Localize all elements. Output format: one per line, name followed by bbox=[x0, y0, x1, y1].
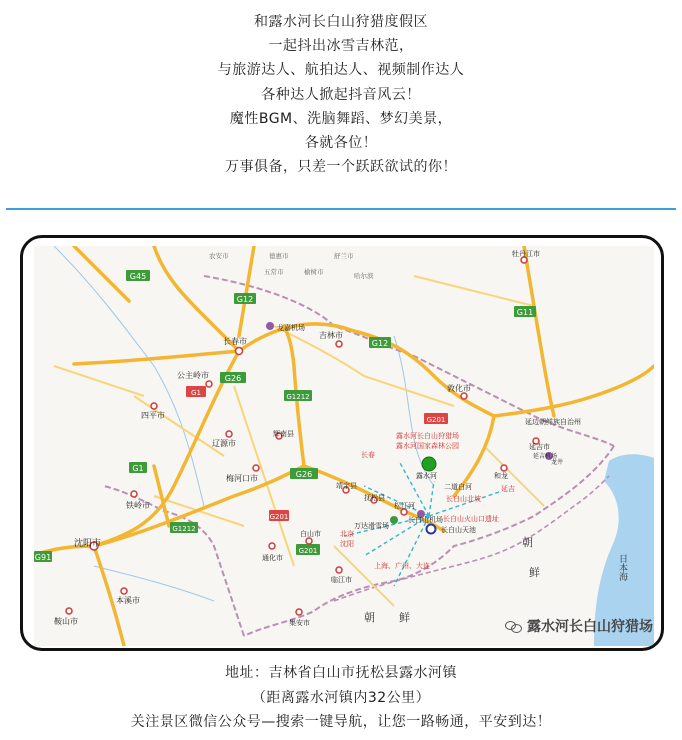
svg-text:G1212: G1212 bbox=[286, 393, 310, 401]
svg-text:万达滑雪场: 万达滑雪场 bbox=[354, 522, 389, 530]
svg-text:延边朝鲜族自治州: 延边朝鲜族自治州 bbox=[525, 418, 581, 426]
svg-text:G12: G12 bbox=[236, 295, 254, 304]
svg-text:白山市: 白山市 bbox=[300, 530, 321, 538]
svg-text:延吉机场: 延吉机场 bbox=[533, 453, 558, 460]
svg-text:舒兰市: 舒兰市 bbox=[334, 252, 354, 260]
svg-text:鲜: 鲜 bbox=[529, 566, 540, 579]
svg-text:G12: G12 bbox=[371, 339, 389, 348]
svg-text:牡丹江市: 牡丹江市 bbox=[512, 250, 540, 258]
svg-text:辽源市: 辽源市 bbox=[212, 439, 236, 448]
wechat-icon bbox=[505, 619, 523, 633]
section-divider bbox=[6, 208, 676, 210]
svg-text:集安市: 集安市 bbox=[289, 619, 310, 627]
svg-text:鲜: 鲜 bbox=[399, 611, 410, 624]
svg-text:朝: 朝 bbox=[522, 536, 533, 549]
svg-text:长白山天池: 长白山天池 bbox=[441, 526, 476, 534]
svg-text:长白山北坡: 长白山北坡 bbox=[446, 495, 481, 503]
intro-line: 各种达人掀起抖音风云！ bbox=[261, 86, 421, 103]
intro-line: 与旅游达人、航拍达人、视频制作达人 bbox=[217, 62, 465, 79]
svg-text:北京: 北京 bbox=[340, 530, 354, 538]
svg-text:松江河: 松江河 bbox=[394, 502, 415, 510]
svg-text:朝: 朝 bbox=[364, 611, 375, 624]
svg-text:哈尔滨: 哈尔滨 bbox=[354, 272, 374, 280]
svg-text:沈阳: 沈阳 bbox=[340, 540, 354, 548]
svg-text:G26: G26 bbox=[224, 374, 242, 383]
svg-text:四平市: 四平市 bbox=[141, 411, 165, 420]
watermark-text: 露水河长白山狩猎场 bbox=[527, 619, 653, 635]
svg-text:露水河国家森林公园: 露水河国家森林公园 bbox=[396, 442, 459, 450]
svg-text:鞍山市: 鞍山市 bbox=[54, 617, 78, 626]
svg-text:露水河: 露水河 bbox=[416, 472, 437, 480]
footer-line: 地址：吉林省白山市抚松县露水河镇 bbox=[225, 665, 457, 681]
svg-text:公主岭市: 公主岭市 bbox=[177, 371, 209, 380]
intro-line: 各就各位！ bbox=[304, 135, 378, 152]
svg-text:G1: G1 bbox=[191, 389, 201, 397]
svg-text:延吉: 延吉 bbox=[501, 485, 515, 493]
svg-text:G1: G1 bbox=[132, 464, 144, 473]
svg-text:G1212: G1212 bbox=[172, 525, 196, 533]
svg-text:上海、广州、大连: 上海、广州、大连 bbox=[374, 562, 430, 570]
svg-text:和龙: 和龙 bbox=[494, 472, 508, 480]
svg-text:G26: G26 bbox=[295, 470, 313, 479]
svg-text:辉南县: 辉南县 bbox=[273, 430, 294, 438]
svg-text:榆树市: 榆树市 bbox=[304, 268, 324, 276]
svg-text:梅河口市: 梅河口市 bbox=[226, 474, 258, 483]
intro-line: 魔性BGM、洗脑舞蹈、梦幻美景， bbox=[229, 110, 453, 127]
svg-text:长白山机场: 长白山机场 bbox=[408, 516, 443, 524]
svg-text:G11: G11 bbox=[516, 308, 534, 317]
footer-line: 关注景区微信公众号—搜索一键导航，让您一路畅通，平安到达！ bbox=[130, 714, 552, 730]
svg-text:临江市: 临江市 bbox=[331, 576, 352, 584]
intro-line: 万事俱备，只差一个跃跃欲试的你！ bbox=[225, 159, 457, 176]
svg-text:长春市: 长春市 bbox=[223, 337, 247, 346]
svg-text:龙嘉机场: 龙嘉机场 bbox=[277, 324, 305, 332]
svg-text:通化市: 通化市 bbox=[262, 554, 283, 562]
svg-text:G201: G201 bbox=[426, 416, 446, 424]
svg-text:铁岭市: 铁岭市 bbox=[126, 501, 150, 510]
svg-text:德惠市: 德惠市 bbox=[269, 252, 289, 260]
svg-text:农安市: 农安市 bbox=[209, 252, 229, 260]
svg-text:吉林市: 吉林市 bbox=[319, 331, 343, 340]
svg-text:本溪市: 本溪市 bbox=[116, 596, 140, 605]
intro-text bbox=[0, 10, 682, 179]
svg-text:二道白河: 二道白河 bbox=[444, 483, 472, 491]
svg-text:靖宇县: 靖宇县 bbox=[336, 482, 357, 490]
svg-text:五常市: 五常市 bbox=[264, 268, 284, 276]
svg-text:G91: G91 bbox=[34, 553, 52, 562]
svg-text:敦化市: 敦化市 bbox=[447, 384, 471, 393]
tianchi-marker bbox=[427, 525, 436, 534]
svg-text:露水河长白山狩猎场: 露水河长白山狩猎场 bbox=[396, 432, 459, 440]
footer-line: （距离露水河镇内32公里） bbox=[251, 689, 431, 706]
intro-line: 一起抖出冰雪吉林范， bbox=[268, 38, 414, 55]
svg-text:龙井: 龙井 bbox=[551, 459, 564, 466]
svg-text:长白山火山口遗址: 长白山火山口遗址 bbox=[443, 515, 499, 523]
svg-text:长春: 长春 bbox=[361, 451, 375, 459]
sea-label: 日本海 bbox=[617, 554, 627, 581]
road-map bbox=[34, 246, 654, 646]
map-background bbox=[34, 246, 654, 646]
svg-text:沈阳市: 沈阳市 bbox=[74, 539, 102, 549]
svg-text:抚松县: 抚松县 bbox=[364, 494, 385, 502]
watermark bbox=[505, 616, 653, 636]
svg-text:延吉市: 延吉市 bbox=[529, 443, 550, 451]
svg-text:G201: G201 bbox=[298, 547, 318, 555]
svg-text:G45: G45 bbox=[129, 272, 147, 281]
intro-line: 和露水河长白山狩猎度假区 bbox=[254, 14, 428, 30]
resort-location-marker bbox=[422, 457, 436, 471]
map-frame bbox=[20, 235, 664, 651]
footer-text bbox=[0, 661, 682, 735]
svg-text:G201: G201 bbox=[269, 513, 289, 521]
